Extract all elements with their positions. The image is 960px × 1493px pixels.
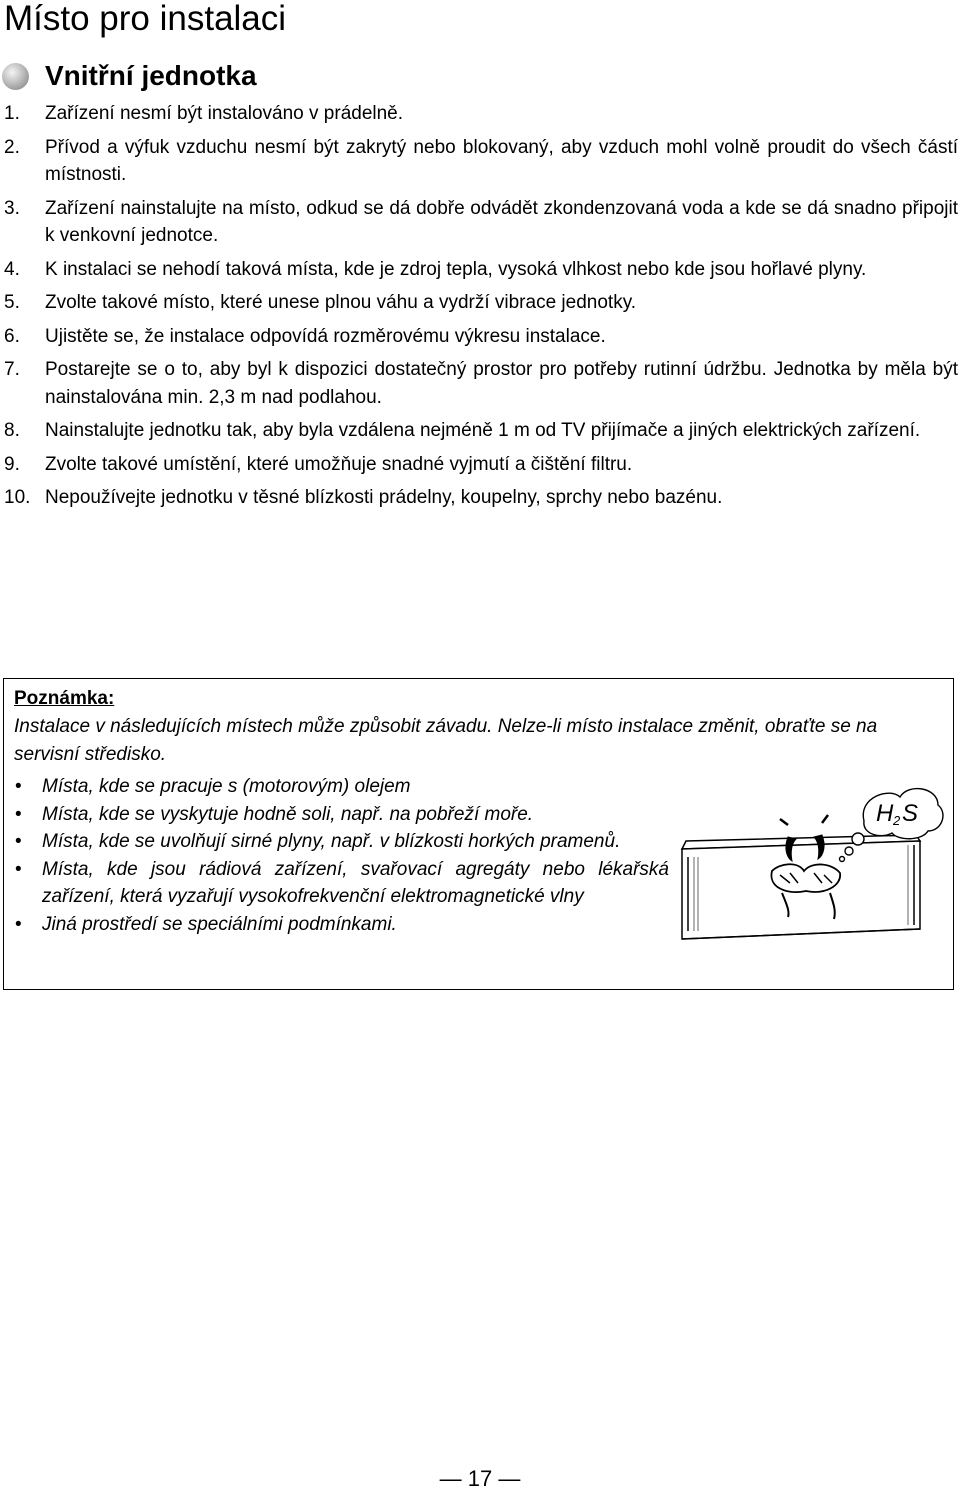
note-list	[14, 773, 669, 938]
note-item	[14, 773, 669, 801]
list-item	[4, 356, 958, 411]
item-text: Zařízení nainstalujte na místo, odkud se dá dobře odvádět zkondenzovaná voda a kde se dá snadno připojit k venkovní jednotce.	[45, 197, 958, 246]
note-item	[14, 828, 669, 856]
section-heading	[2, 58, 257, 94]
air-conditioner-sulfur-gas-icon	[676, 779, 946, 949]
note-item-text: Místa, kde se pracuje s (motorovým) olejem	[42, 776, 411, 797]
item-number: 6.	[4, 325, 20, 347]
note-item	[14, 856, 669, 911]
list-item	[4, 417, 958, 445]
bullet-icon: •	[15, 913, 22, 935]
note-item-text: Místa, kde jsou rádiová zařízení, svařovací agregáty nebo lékařská zařízení, která vyzařují vysokofrekvenční elektromagnetické vlny	[42, 858, 669, 907]
note-item-text: Místa, kde se uvolňují sirné plyny, např. v blízkosti horkých pramenů.	[42, 831, 621, 852]
list-item	[4, 323, 958, 351]
list-item	[4, 289, 958, 317]
note-title: Poznámka:	[14, 688, 115, 709]
gas-formula-subscript: 2	[893, 813, 901, 828]
bullet-icon: •	[15, 831, 22, 852]
bullet-icon: •	[15, 803, 22, 825]
item-text: Zvolte takové umístění, které umožňuje snadné vyjmutí a čištění filtru.	[45, 453, 633, 475]
gas-formula-s: S	[902, 800, 919, 827]
list-item	[4, 484, 958, 512]
note-item	[14, 911, 669, 939]
item-text: K instalaci se nehodí taková místa, kde je zdroj tepla, vysoká vlhkost nebo kde jsou hořlavé plyny.	[45, 258, 867, 280]
list-item	[4, 451, 958, 479]
section-heading-text: Vnitřní jednotka	[45, 60, 257, 91]
note-item-text: Jiná prostředí se speciálními podmínkami.	[42, 913, 397, 935]
item-text: Postarejte se o to, aby byl k dispozici dostatečný prostor pro potřeby rutinní údržbu. Jednotka by měla být nainstalována min. 2,3 m nad podlahou.	[45, 359, 958, 408]
note-item-text: Místa, kde se vyskytuje hodně soli, např. na pobřeží moře.	[42, 803, 534, 825]
item-text: Nainstalujte jednotku tak, aby byla vzdálena nejméně 1 m od TV přijímače a jiných elektrických zařízení.	[45, 420, 921, 441]
item-number: 7.	[4, 359, 20, 380]
note-intro: Instalace v následujících místech může způsobit závadu. Nelze-li místo instalace změnit, obraťte se na servisní středisko.	[14, 716, 878, 765]
item-text: Ujistěte se, že instalace odpovídá rozměrovému výkresu instalace.	[45, 325, 606, 347]
item-number: 1.	[4, 103, 20, 124]
item-number: 5.	[4, 292, 20, 313]
page-number-value: 17	[467, 1466, 493, 1491]
item-number: 8.	[4, 420, 20, 441]
bullet-icon: •	[15, 776, 22, 797]
list-item	[4, 100, 958, 128]
item-number: 3.	[4, 197, 20, 219]
list-item	[4, 134, 958, 189]
item-number: 9.	[4, 453, 20, 475]
item-text: Nepoužívejte jednotku v těsné blízkosti prádelny, koupelny, sprchy nebo bazénu.	[45, 487, 723, 508]
bullet-icon: •	[15, 858, 22, 880]
heading-bullet-icon	[2, 63, 29, 90]
page-title: Místo pro instalaci	[4, 0, 287, 38]
item-number: 2.	[4, 136, 20, 158]
item-text: Zařízení nesmí být instalováno v prádelně.	[45, 103, 404, 124]
item-text: Zvolte takové místo, které unese plnou váhu a vydrží vibrace jednotky.	[45, 292, 637, 313]
note-item	[14, 801, 669, 829]
item-text: Přívod a výfuk vzduchu nesmí být zakrytý nebo blokovaný, aby vzduch mohl volně proudit do všech částí místnosti.	[45, 136, 958, 185]
gas-formula-h: H	[876, 800, 894, 827]
item-number: 10.	[4, 487, 31, 508]
note-box	[3, 678, 954, 990]
item-number: 4.	[4, 258, 20, 280]
page-number: — 17 —	[439, 1466, 521, 1491]
requirements-list	[4, 100, 958, 518]
list-item	[4, 195, 958, 250]
list-item	[4, 256, 958, 284]
